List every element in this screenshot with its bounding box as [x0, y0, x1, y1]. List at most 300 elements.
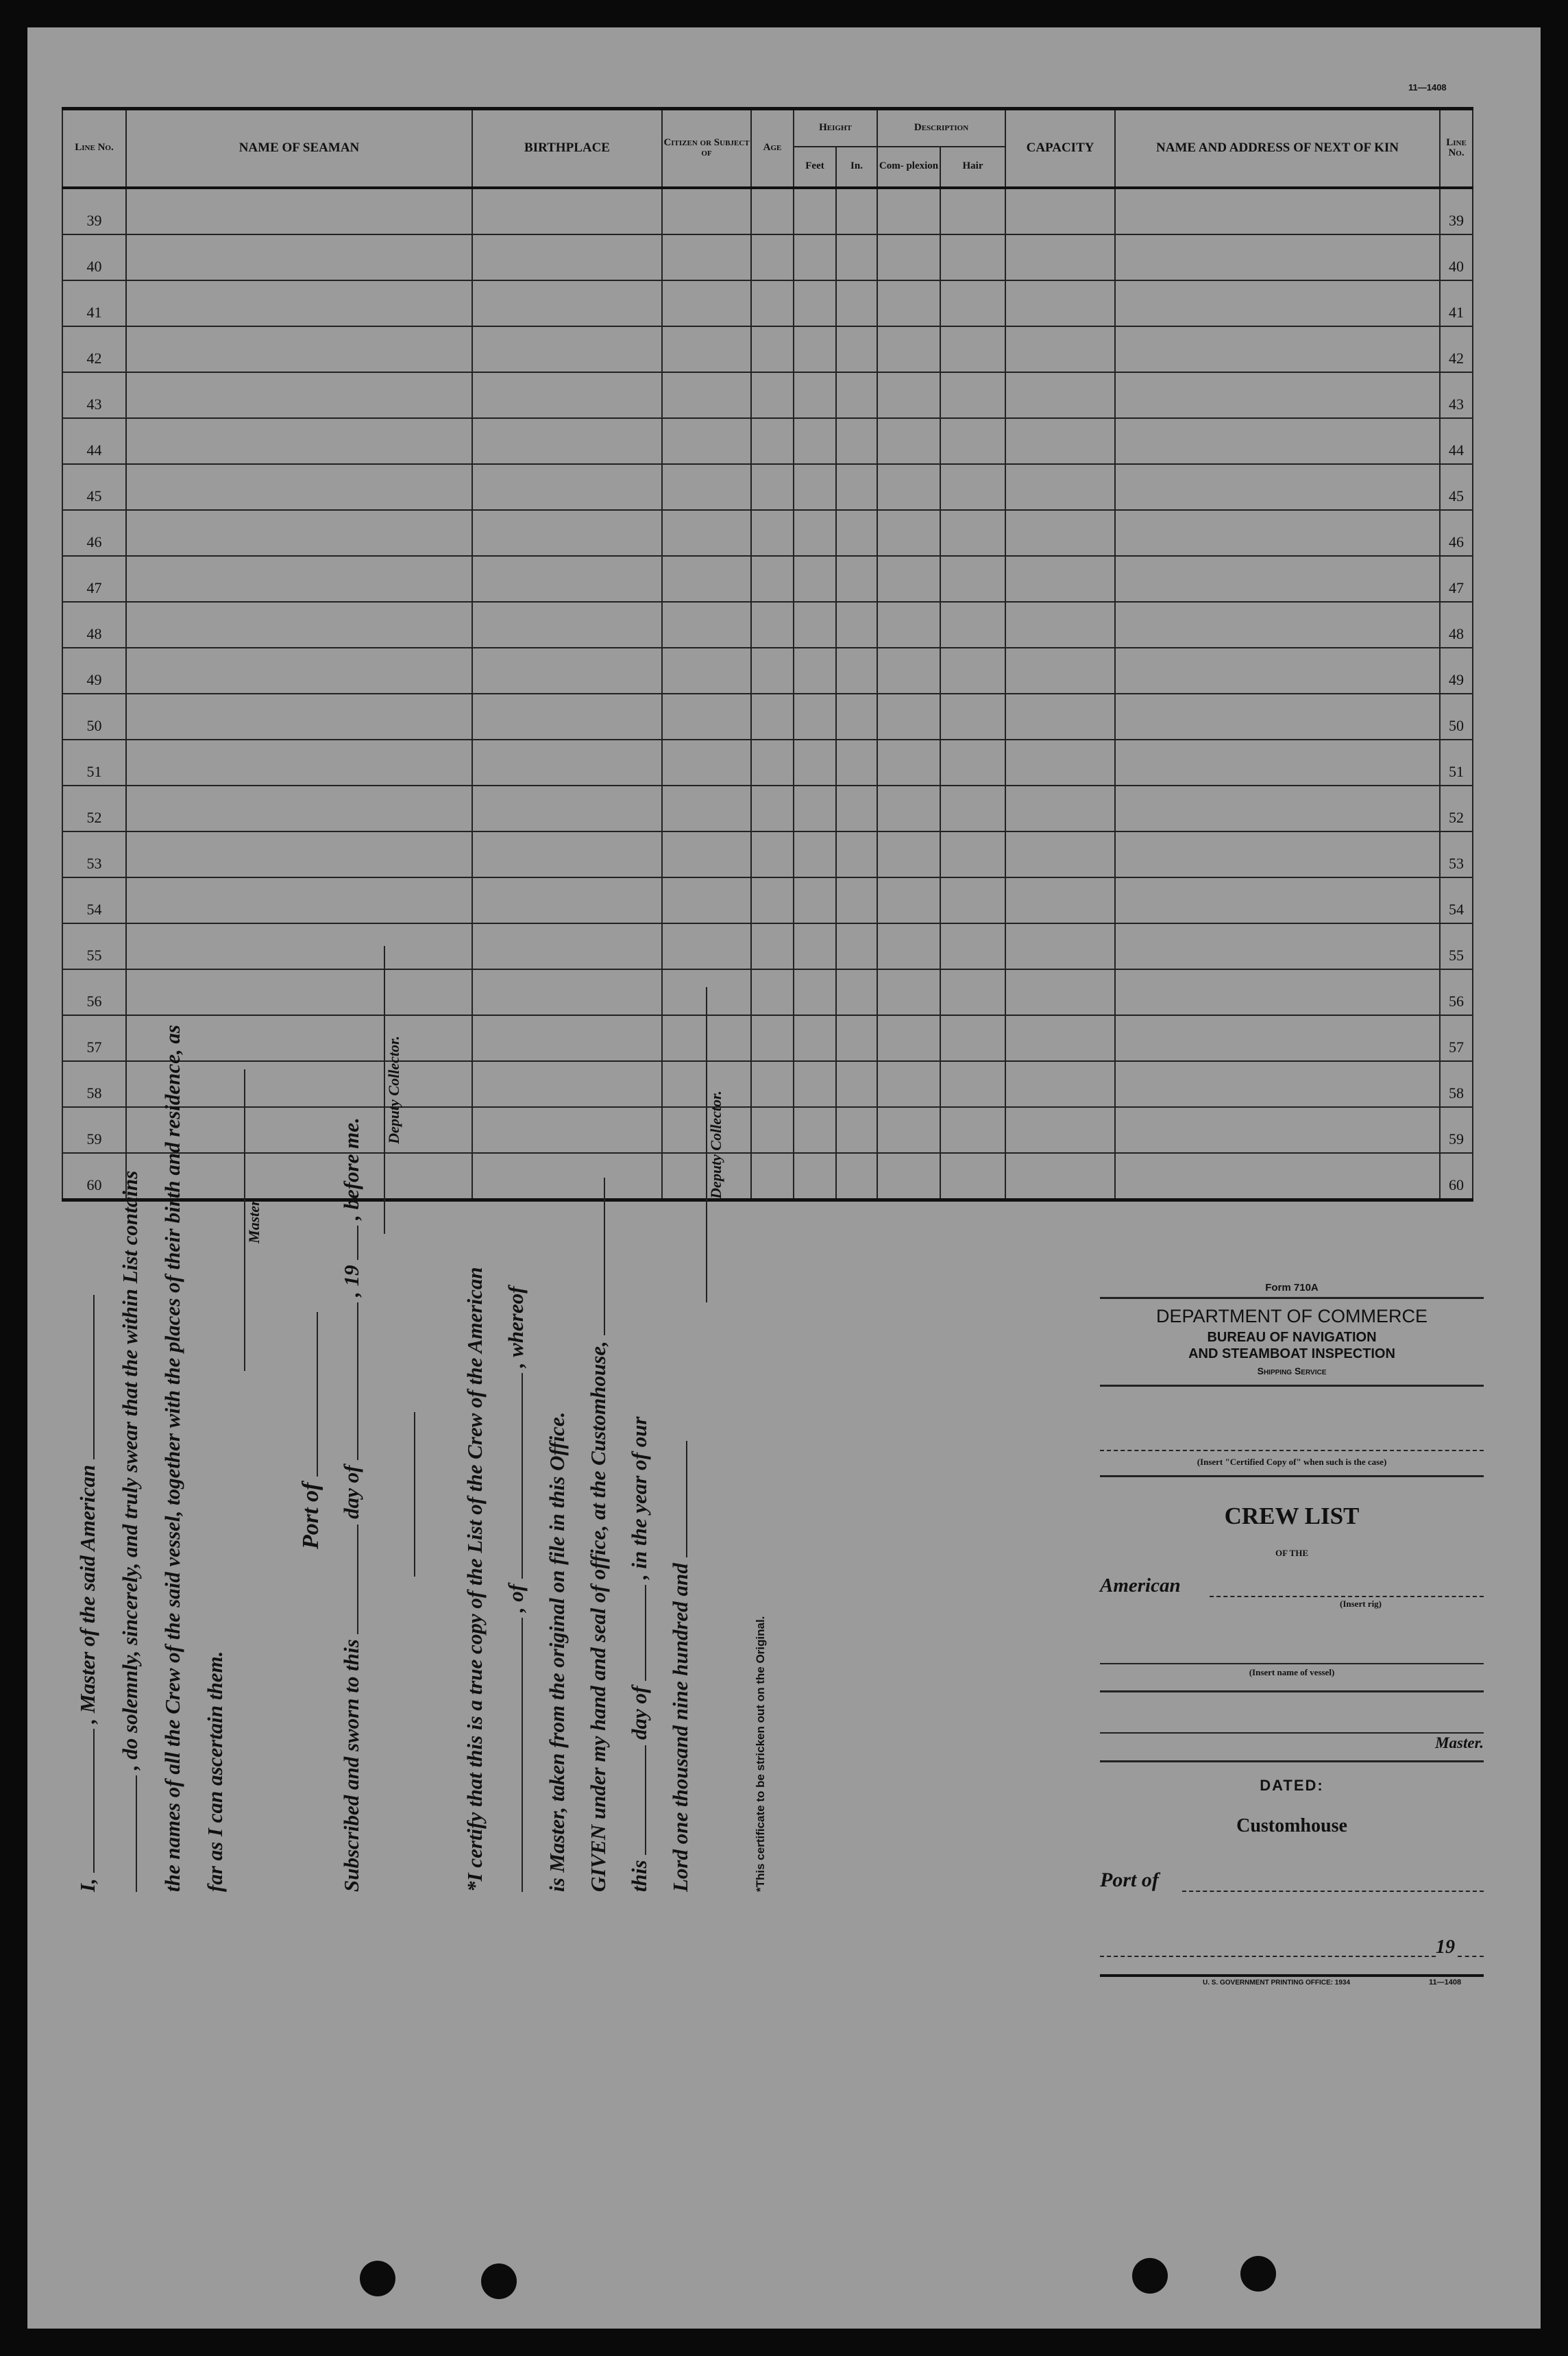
table-cell[interactable] — [794, 786, 836, 831]
table-cell[interactable] — [126, 234, 472, 280]
table-cell[interactable] — [662, 694, 751, 740]
table-cell[interactable] — [1005, 234, 1115, 280]
table-cell[interactable] — [472, 877, 662, 923]
table-cell[interactable] — [1115, 464, 1440, 510]
table-cell[interactable] — [794, 1107, 836, 1153]
table-cell[interactable] — [1005, 694, 1115, 740]
table-cell[interactable] — [940, 923, 1005, 969]
subscribed-19: , 19 — [339, 1265, 363, 1297]
insert-name-note: (Insert name of vessel) — [1249, 1667, 1335, 1677]
table-cell[interactable] — [794, 188, 836, 234]
table-cell[interactable] — [836, 1015, 877, 1061]
table-cell[interactable] — [126, 786, 472, 831]
header-feet: Feet — [794, 147, 836, 188]
table-cell[interactable] — [836, 694, 877, 740]
line-number: 60 — [62, 1153, 126, 1200]
line-number: 50 — [62, 694, 126, 740]
header-citizen: Citizen or Subject of — [662, 109, 751, 188]
table-cell[interactable] — [940, 969, 1005, 1015]
table-cell[interactable] — [877, 969, 940, 1015]
table-cell[interactable] — [877, 556, 940, 602]
table-cell[interactable] — [794, 694, 836, 740]
header-capacity: CAPACITY — [1005, 109, 1115, 188]
table-cell[interactable] — [1005, 877, 1115, 923]
table-cell[interactable] — [794, 877, 836, 923]
table-cell[interactable] — [1115, 740, 1440, 786]
table-cell[interactable] — [836, 740, 877, 786]
table-cell[interactable] — [794, 831, 836, 877]
line-number: 52 — [62, 786, 126, 831]
oath-line4: far as I can ascertain them. — [203, 1651, 227, 1892]
table-cell[interactable] — [126, 831, 472, 877]
header-name-of-seaman: NAME OF SEAMAN — [126, 109, 472, 188]
table-cell[interactable] — [794, 326, 836, 372]
table-cell[interactable] — [126, 740, 472, 786]
of-the-label: OF THE — [1275, 1548, 1309, 1558]
table-cell[interactable] — [1115, 1015, 1440, 1061]
subscribed-before-me: , before me. — [339, 1117, 363, 1220]
table-cell[interactable] — [836, 923, 877, 969]
oath-i: I, — [75, 1878, 99, 1892]
table-cell[interactable] — [794, 602, 836, 648]
table-cell[interactable] — [472, 694, 662, 740]
line-number-right: 51 — [1440, 740, 1473, 786]
customhouse-label: Customhouse — [1236, 1815, 1347, 1836]
table-cell[interactable] — [877, 280, 940, 326]
line-number-right: 41 — [1440, 280, 1473, 326]
line-number-right: 50 — [1440, 694, 1473, 740]
table-cell[interactable] — [751, 326, 794, 372]
table-cell[interactable] — [877, 326, 940, 372]
table-cell[interactable] — [836, 831, 877, 877]
master-name-cover-field[interactable] — [1100, 1732, 1484, 1734]
table-cell[interactable] — [836, 877, 877, 923]
table-cell[interactable] — [794, 234, 836, 280]
table-cell[interactable] — [794, 923, 836, 969]
given-day-field[interactable] — [627, 1745, 646, 1855]
table-cell[interactable] — [794, 1061, 836, 1107]
table-cell[interactable] — [836, 464, 877, 510]
table-cell[interactable] — [472, 602, 662, 648]
line-number: 53 — [62, 831, 126, 877]
vessel-name-cover-field[interactable] — [1100, 1663, 1484, 1664]
line-number-right: 39 — [1440, 188, 1473, 234]
certify-line1: *I certify that this is a true copy of the List of the Crew of the American — [463, 1267, 487, 1892]
table-cell[interactable] — [1115, 602, 1440, 648]
table-cell[interactable] — [1005, 418, 1115, 464]
table-cell[interactable] — [126, 877, 472, 923]
table-cell[interactable] — [1115, 234, 1440, 280]
table-cell[interactable] — [662, 234, 751, 280]
insert-certified-note: (Insert "Certified Copy of" when such is the case) — [1197, 1457, 1387, 1467]
table-cell[interactable] — [751, 648, 794, 694]
table-row — [62, 280, 1473, 326]
header-age: Age — [751, 109, 794, 188]
seal-line — [414, 1412, 415, 1577]
table-cell[interactable] — [877, 510, 940, 556]
table-cell[interactable] — [1115, 877, 1440, 923]
line-number-right: 40 — [1440, 234, 1473, 280]
line-number-right: 49 — [1440, 648, 1473, 694]
table-cell[interactable] — [662, 648, 751, 694]
table-cell[interactable] — [472, 648, 662, 694]
table-cell[interactable] — [126, 556, 472, 602]
table-cell[interactable] — [940, 234, 1005, 280]
table-cell[interactable] — [1115, 648, 1440, 694]
punch-hole-4 — [1240, 2256, 1276, 2292]
master-signature-label: Master. — [245, 1197, 262, 1243]
table-cell[interactable] — [940, 786, 1005, 831]
cover-panel — [1100, 1282, 1511, 2214]
table-cell[interactable] — [472, 510, 662, 556]
table-cell[interactable] — [1115, 326, 1440, 372]
oath-line2: , do solemnly, sincerely, and truly swear that the within List contains — [118, 1170, 142, 1771]
table-cell[interactable] — [1005, 969, 1115, 1015]
table-cell[interactable] — [877, 786, 940, 831]
subscribed-month-field[interactable] — [339, 1302, 358, 1460]
table-row — [62, 877, 1473, 923]
table-cell[interactable] — [1115, 418, 1440, 464]
table-cell[interactable] — [751, 831, 794, 877]
line-number: 44 — [62, 418, 126, 464]
cover-rule-4 — [1100, 1690, 1484, 1692]
table-cell[interactable] — [836, 188, 877, 234]
line-number: 58 — [62, 1061, 126, 1107]
table-cell[interactable] — [877, 1015, 940, 1061]
table-cell[interactable] — [794, 372, 836, 418]
table-cell[interactable] — [472, 188, 662, 234]
table-cell[interactable] — [1115, 556, 1440, 602]
punch-hole-3 — [1132, 2258, 1168, 2294]
table-cell[interactable] — [836, 1153, 877, 1200]
table-cell[interactable] — [472, 740, 662, 786]
table-cell[interactable] — [662, 602, 751, 648]
table-cell[interactable] — [836, 280, 877, 326]
table-cell[interactable] — [1005, 188, 1115, 234]
table-cell[interactable] — [794, 464, 836, 510]
table-cell[interactable] — [940, 740, 1005, 786]
table-cell[interactable] — [877, 694, 940, 740]
line-number: 41 — [62, 280, 126, 326]
department-title: DEPARTMENT OF COMMERCE — [1155, 1306, 1428, 1326]
certified-copy-field[interactable] — [1100, 1450, 1484, 1451]
table-cell[interactable] — [877, 877, 940, 923]
table-row — [62, 372, 1473, 418]
line-number-right: 54 — [1440, 877, 1473, 923]
table-cell[interactable] — [940, 372, 1005, 418]
table-cell[interactable] — [940, 188, 1005, 234]
vessel-name-field[interactable] — [75, 1295, 95, 1459]
table-cell[interactable] — [126, 418, 472, 464]
table-cell[interactable] — [1005, 1061, 1115, 1107]
table-cell[interactable] — [472, 464, 662, 510]
table-cell[interactable] — [940, 648, 1005, 694]
table-cell[interactable] — [1005, 648, 1115, 694]
table-row — [62, 740, 1473, 786]
table-cell[interactable] — [472, 418, 662, 464]
rig-field[interactable] — [1210, 1596, 1484, 1597]
table-cell[interactable] — [1115, 1061, 1440, 1107]
table-cell[interactable] — [836, 1107, 877, 1153]
table-cell[interactable] — [662, 280, 751, 326]
table-cell[interactable] — [836, 372, 877, 418]
table-cell[interactable] — [126, 464, 472, 510]
certify-vessel-field[interactable] — [504, 1618, 523, 1892]
table-cell[interactable] — [1005, 1107, 1115, 1153]
table-row — [62, 188, 1473, 234]
customhouse-field[interactable] — [586, 1178, 605, 1335]
table-cell[interactable] — [940, 1015, 1005, 1061]
table-cell[interactable] — [662, 372, 751, 418]
table-cell[interactable] — [836, 418, 877, 464]
table-cell[interactable] — [751, 556, 794, 602]
punch-hole-1 — [360, 2261, 395, 2296]
line-number-right: 53 — [1440, 831, 1473, 877]
insert-rig-note: (Insert rig) — [1340, 1599, 1382, 1609]
table-cell[interactable] — [1115, 188, 1440, 234]
dated-label: DATED: — [1260, 1777, 1324, 1794]
port-of-field[interactable] — [299, 1312, 318, 1477]
certify-port-field[interactable] — [504, 1373, 523, 1579]
table-cell[interactable] — [794, 418, 836, 464]
table-cell[interactable] — [662, 510, 751, 556]
line-number: 39 — [62, 188, 126, 234]
table-cell[interactable] — [662, 326, 751, 372]
table-cell[interactable] — [662, 418, 751, 464]
table-cell[interactable] — [836, 969, 877, 1015]
table-cell[interactable] — [1115, 694, 1440, 740]
table-cell[interactable] — [751, 372, 794, 418]
form-code-top: 11—1408 — [1408, 82, 1447, 93]
line-number-right: 55 — [1440, 923, 1473, 969]
table-cell[interactable] — [751, 188, 794, 234]
table-cell[interactable] — [940, 556, 1005, 602]
table-cell[interactable] — [662, 740, 751, 786]
table-cell[interactable] — [1005, 372, 1115, 418]
subscribed-day-field[interactable] — [339, 1525, 358, 1634]
table-row — [62, 464, 1473, 510]
table-cell[interactable] — [472, 372, 662, 418]
table-cell[interactable] — [877, 602, 940, 648]
table-cell[interactable] — [877, 1107, 940, 1153]
table-cell[interactable] — [472, 556, 662, 602]
table-cell[interactable] — [940, 1107, 1005, 1153]
table-cell[interactable] — [472, 326, 662, 372]
table-cell[interactable] — [1115, 923, 1440, 969]
table-cell[interactable] — [940, 694, 1005, 740]
cover-date-field[interactable] — [1100, 1956, 1436, 1957]
table-cell[interactable] — [662, 464, 751, 510]
cover-rule-1 — [1100, 1297, 1484, 1299]
table-cell[interactable] — [794, 510, 836, 556]
table-row — [62, 556, 1473, 602]
table-cell[interactable] — [126, 694, 472, 740]
table-cell[interactable] — [794, 969, 836, 1015]
table-cell[interactable] — [662, 877, 751, 923]
table-cell[interactable] — [1005, 786, 1115, 831]
table-cell[interactable] — [1115, 1153, 1440, 1200]
table-cell[interactable] — [751, 877, 794, 923]
table-cell[interactable] — [877, 188, 940, 234]
table-cell[interactable] — [836, 602, 877, 648]
subscribed-label: Subscribed and sworn to this — [339, 1639, 363, 1892]
table-cell[interactable] — [877, 1061, 940, 1107]
given-month-field[interactable] — [627, 1585, 646, 1681]
table-cell[interactable] — [1005, 326, 1115, 372]
table-cell[interactable] — [1115, 372, 1440, 418]
line-number: 42 — [62, 326, 126, 372]
header-inches: In. — [836, 147, 877, 188]
table-cell[interactable] — [751, 740, 794, 786]
table-cell[interactable] — [877, 648, 940, 694]
given-year-label: , in the year of our — [627, 1416, 651, 1580]
table-cell[interactable] — [1005, 923, 1115, 969]
master-name-field[interactable] — [75, 1729, 95, 1873]
table-cell[interactable] — [836, 648, 877, 694]
table-row — [62, 234, 1473, 280]
table-cell[interactable] — [940, 1153, 1005, 1200]
cover-form-code: 11—1408 — [1429, 1978, 1462, 1987]
header-next-of-kin: NAME AND ADDRESS OF NEXT OF KIN — [1115, 109, 1440, 188]
table-cell[interactable] — [836, 510, 877, 556]
table-cell[interactable] — [836, 556, 877, 602]
table-cell[interactable] — [1005, 280, 1115, 326]
table-cell[interactable] — [1115, 510, 1440, 556]
line-number: 46 — [62, 510, 126, 556]
line-number: 54 — [62, 877, 126, 923]
table-cell[interactable] — [662, 556, 751, 602]
table-cell[interactable] — [1005, 831, 1115, 877]
table-cell[interactable] — [794, 740, 836, 786]
table-cell[interactable] — [1005, 510, 1115, 556]
bureau-line-1: BUREAU OF NAVIGATION — [1207, 1330, 1377, 1345]
table-cell[interactable] — [794, 1153, 836, 1200]
table-cell[interactable] — [126, 280, 472, 326]
table-cell[interactable] — [1115, 786, 1440, 831]
table-cell[interactable] — [472, 831, 662, 877]
given-line: GIVEN under my hand and seal of office, at the Customhouse, — [586, 1341, 610, 1892]
table-cell[interactable] — [836, 786, 877, 831]
table-cell[interactable] — [940, 326, 1005, 372]
table-cell[interactable] — [836, 234, 877, 280]
table-cell[interactable] — [877, 234, 940, 280]
table-cell[interactable] — [472, 786, 662, 831]
deputy-signature-label-2: Deputy Collector. — [707, 1091, 724, 1199]
table-cell[interactable] — [877, 372, 940, 418]
table-cell[interactable] — [662, 831, 751, 877]
given-year-field[interactable] — [668, 1441, 687, 1557]
table-cell[interactable] — [751, 510, 794, 556]
table-cell[interactable] — [751, 234, 794, 280]
table-cell[interactable] — [1115, 831, 1440, 877]
table-cell[interactable] — [126, 372, 472, 418]
table-cell[interactable] — [751, 694, 794, 740]
table-cell[interactable] — [877, 740, 940, 786]
table-cell[interactable] — [794, 556, 836, 602]
oath-line1: , Master of the said American — [75, 1464, 99, 1724]
table-cell[interactable] — [662, 786, 751, 831]
subscribed-year-field[interactable] — [339, 1226, 358, 1260]
table-cell[interactable] — [940, 831, 1005, 877]
table-cell[interactable] — [472, 234, 662, 280]
cover-master-label: Master. — [1435, 1734, 1484, 1751]
line-number-right: 42 — [1440, 326, 1473, 372]
table-cell[interactable] — [794, 648, 836, 694]
table-cell[interactable] — [940, 418, 1005, 464]
table-cell[interactable] — [940, 877, 1005, 923]
cover-port-of-label: Port of — [1100, 1869, 1159, 1891]
subscribed-day-of: day of — [339, 1465, 363, 1519]
table-cell[interactable] — [751, 786, 794, 831]
table-cell[interactable] — [751, 464, 794, 510]
table-cell[interactable] — [472, 280, 662, 326]
given-day-of: day of — [627, 1686, 651, 1740]
table-cell[interactable] — [751, 418, 794, 464]
form-number: Form 710A — [1265, 1282, 1319, 1294]
line-number-right: 52 — [1440, 786, 1473, 831]
table-cell[interactable] — [940, 1061, 1005, 1107]
line-number: 47 — [62, 556, 126, 602]
table-cell[interactable] — [794, 280, 836, 326]
table-cell[interactable] — [877, 923, 940, 969]
table-cell[interactable] — [1005, 464, 1115, 510]
table-cell[interactable] — [1005, 1015, 1115, 1061]
table-row — [62, 694, 1473, 740]
table-cell[interactable] — [126, 510, 472, 556]
table-cell[interactable] — [877, 831, 940, 877]
printer-note: U. S. GOVERNMENT PRINTING OFFICE: 1934 — [1203, 1979, 1351, 1987]
table-cell[interactable] — [940, 280, 1005, 326]
table-cell[interactable] — [1005, 602, 1115, 648]
table-cell[interactable] — [1115, 280, 1440, 326]
table-cell[interactable] — [1005, 1153, 1115, 1200]
table-cell[interactable] — [126, 326, 472, 372]
line-number-right: 60 — [1440, 1153, 1473, 1200]
line-number-right: 48 — [1440, 602, 1473, 648]
table-cell[interactable] — [662, 188, 751, 234]
table-cell[interactable] — [1115, 969, 1440, 1015]
crew-list-title: CREW LIST — [1224, 1503, 1360, 1529]
table-cell[interactable] — [877, 464, 940, 510]
table-cell[interactable] — [751, 280, 794, 326]
table-cell[interactable] — [126, 648, 472, 694]
header-line-no-right: Line No. — [1440, 109, 1473, 188]
table-cell[interactable] — [794, 1015, 836, 1061]
table-cell[interactable] — [940, 602, 1005, 648]
table-cell[interactable] — [751, 602, 794, 648]
table-cell[interactable] — [940, 510, 1005, 556]
table-cell[interactable] — [940, 464, 1005, 510]
table-cell[interactable] — [126, 188, 472, 234]
table-row — [62, 602, 1473, 648]
table-cell[interactable] — [877, 1153, 940, 1200]
certify-line3: is Master, taken from the original on file in this Office. — [545, 1411, 569, 1892]
table-cell[interactable] — [836, 326, 877, 372]
table-cell[interactable] — [877, 418, 940, 464]
cover-year-field[interactable] — [1458, 1956, 1484, 1957]
table-cell[interactable] — [126, 602, 472, 648]
line-number: 51 — [62, 740, 126, 786]
table-cell[interactable] — [1005, 740, 1115, 786]
table-cell[interactable] — [836, 1061, 877, 1107]
header-birthplace: BIRTHPLACE — [472, 109, 662, 188]
table-cell[interactable] — [1115, 1107, 1440, 1153]
table-row — [62, 418, 1473, 464]
vessel-name-field-2[interactable] — [118, 1775, 137, 1892]
oath-line3: the names of all the Crew of the said vessel, together with the places of their birth and residence, as — [160, 1025, 184, 1892]
table-cell[interactable] — [1005, 556, 1115, 602]
cover-port-field[interactable] — [1182, 1891, 1484, 1892]
